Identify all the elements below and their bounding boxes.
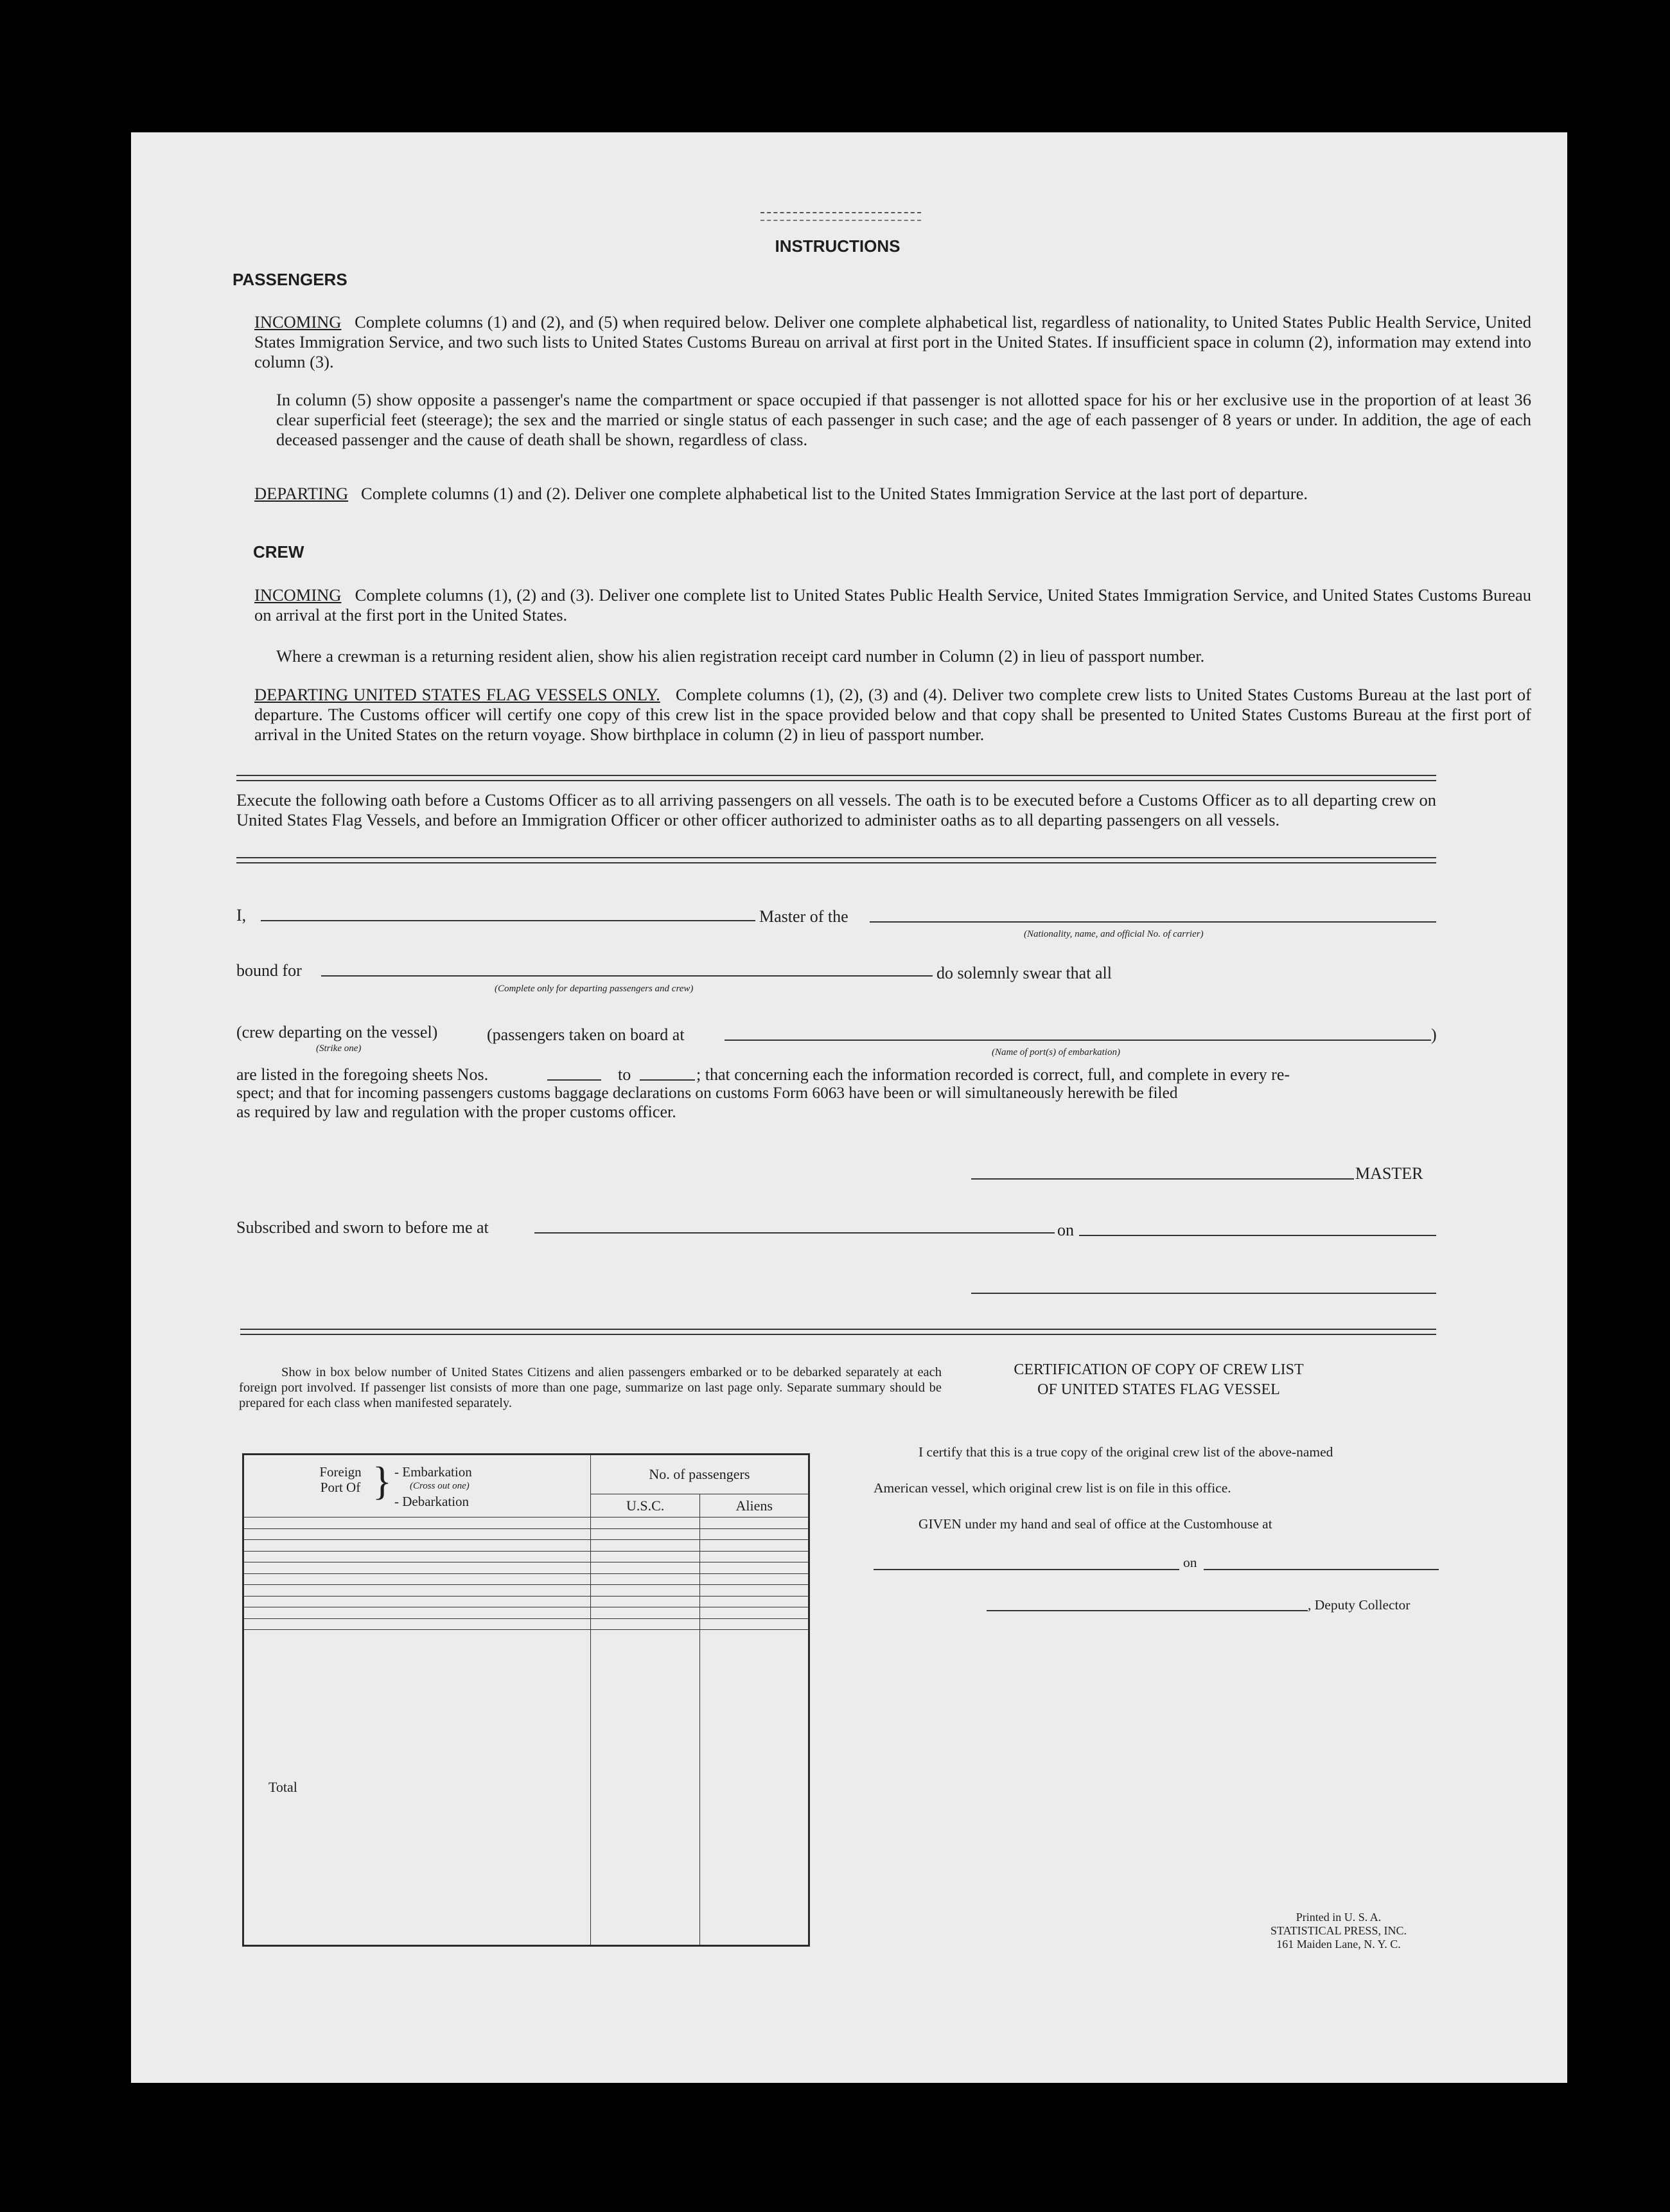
aliens-cell[interactable] bbox=[700, 1585, 809, 1597]
master-label: MASTER bbox=[1355, 1164, 1423, 1183]
table-row bbox=[243, 1596, 809, 1607]
certification-on-label: on bbox=[1183, 1555, 1197, 1570]
master-name-field[interactable] bbox=[261, 920, 755, 921]
table-row bbox=[243, 1562, 809, 1574]
aliens-cell[interactable] bbox=[700, 1551, 809, 1562]
printer-line-1: Printed in U. S. A. bbox=[1296, 1911, 1382, 1924]
embarkation-port-field[interactable] bbox=[725, 1040, 1431, 1041]
usc-header: U.S.C. bbox=[590, 1494, 700, 1517]
table-row bbox=[243, 1517, 809, 1529]
certification-line-3: GIVEN under my hand and seal of office at the Customhouse at bbox=[919, 1516, 1272, 1532]
table-row bbox=[243, 1573, 809, 1585]
usc-cell[interactable] bbox=[590, 1596, 700, 1607]
header-smudge bbox=[760, 212, 921, 221]
port-cell[interactable] bbox=[243, 1618, 591, 1630]
table-row bbox=[243, 1607, 809, 1619]
port-cell[interactable] bbox=[243, 1585, 591, 1597]
to-label: to bbox=[618, 1065, 631, 1084]
customhouse-place-field[interactable] bbox=[874, 1569, 1179, 1570]
nationality-caption: (Nationality, name, and official No. of carrier) bbox=[1024, 929, 1204, 939]
port-cell[interactable] bbox=[243, 1562, 591, 1574]
table-row bbox=[243, 1528, 809, 1540]
port-cell[interactable] bbox=[243, 1528, 591, 1540]
aliens-cell[interactable] bbox=[700, 1528, 809, 1540]
passengers-departing-label: DEPARTING bbox=[254, 484, 349, 503]
sheet-from-field[interactable] bbox=[547, 1079, 601, 1081]
no-of-passengers-header: No. of passengers bbox=[590, 1455, 809, 1494]
aliens-cell[interactable] bbox=[700, 1517, 809, 1529]
crew-crewman-paragraph: Where a crewman is a returning resident alien, show his alien registration receipt card number in Column (2) in lieu of passport number. bbox=[276, 646, 1205, 666]
master-of-the-label: Master of the bbox=[759, 907, 848, 926]
crew-departing-label: DEPARTING UNITED STATES FLAG VESSELS ONLY. bbox=[254, 685, 660, 704]
cross-out-caption: (Cross out one) bbox=[410, 1481, 470, 1491]
usc-cell[interactable] bbox=[590, 1607, 700, 1619]
port-cell[interactable] bbox=[243, 1573, 591, 1585]
port-cell[interactable] bbox=[243, 1517, 591, 1529]
port-header-cell bbox=[243, 1455, 591, 1517]
embarkation-option[interactable]: - Embarkation bbox=[394, 1464, 472, 1480]
deputy-signature-field[interactable] bbox=[987, 1610, 1308, 1611]
port-cell[interactable] bbox=[243, 1540, 591, 1552]
passengers-heading: PASSENGERS bbox=[233, 270, 347, 289]
strike-one-caption: (Strike one) bbox=[316, 1043, 362, 1054]
table-row bbox=[243, 1551, 809, 1562]
total-aliens-cell[interactable] bbox=[700, 1630, 809, 1946]
passengers-taken-option[interactable]: (passengers taken on board at bbox=[487, 1025, 685, 1044]
solemnly-swear-label: do solemnly swear that all bbox=[936, 964, 1112, 982]
aliens-cell[interactable] bbox=[700, 1596, 809, 1607]
usc-cell[interactable] bbox=[590, 1540, 700, 1552]
aliens-cell[interactable] bbox=[700, 1618, 809, 1630]
aliens-cell[interactable] bbox=[700, 1562, 809, 1574]
carrier-field[interactable] bbox=[870, 921, 1436, 923]
printer-imprint bbox=[1242, 1911, 1435, 1951]
divider-oath bbox=[236, 857, 1436, 863]
complete-only-caption: (Complete only for departing passengers and crew) bbox=[495, 984, 694, 994]
usc-cell[interactable] bbox=[590, 1573, 700, 1585]
foreign-port-of: Foreign Port Of bbox=[319, 1464, 362, 1495]
officer-signature-field[interactable] bbox=[971, 1293, 1436, 1294]
crew-departing-text: Complete columns (1), (2), (3) and (4). Deliver two complete crew lists to United States Customs Bureau at the last port of departure. The Customs officer will certify one copy of this crew list in the space provided below and that copy shall be presented to United States Customs Bureau at the first port of arrival in the United States on the return voyage. Show birthplace in column (2) in lieu of passport number. bbox=[254, 685, 1531, 744]
passengers-departing-paragraph bbox=[254, 484, 1531, 504]
passengers-incoming-label: INCOMING bbox=[254, 312, 342, 332]
bound-for-field[interactable] bbox=[321, 975, 933, 977]
page-title: INSTRUCTIONS bbox=[775, 236, 901, 256]
port-cell[interactable] bbox=[243, 1596, 591, 1607]
aliens-header: Aliens bbox=[700, 1494, 809, 1517]
bound-for-label: bound for bbox=[236, 961, 302, 980]
are-listed-label: are listed in the foregoing sheets Nos. bbox=[236, 1065, 489, 1084]
crew-departing-paragraph bbox=[254, 685, 1531, 745]
table-row bbox=[243, 1540, 809, 1552]
subscribed-label: Subscribed and sworn to before me at bbox=[236, 1218, 489, 1237]
usc-cell[interactable] bbox=[590, 1528, 700, 1540]
usc-cell[interactable] bbox=[590, 1517, 700, 1529]
sheet-to-field[interactable] bbox=[640, 1079, 695, 1081]
aliens-cell[interactable] bbox=[700, 1607, 809, 1619]
total-usc-cell[interactable] bbox=[590, 1630, 700, 1946]
ports-caption: (Name of port(s) of embarkation) bbox=[992, 1047, 1120, 1057]
certification-title-1: CERTIFICATION OF COPY OF CREW LIST bbox=[1014, 1361, 1304, 1378]
passengers-departing-text: Complete columns (1) and (2). Deliver one complete alphabetical list to the United States Immigration Service at the last port of departure. bbox=[361, 484, 1308, 503]
oath-body-2: spect; and that for incoming passengers customs baggage declarations on customs Form 6063 have been or will simultaneously herewith be filed bbox=[236, 1084, 1178, 1102]
port-cell[interactable] bbox=[243, 1551, 591, 1562]
port-cell[interactable] bbox=[243, 1607, 591, 1619]
summary-instructions: Show in box below number of United States Citizens and alien passengers embarked or to be debarked separately at each foreign port involved. If passenger list consists of more than one page, summarize on last page only. Separate summary should be prepared for each class when manifested separately. bbox=[239, 1365, 942, 1410]
certification-line-1: I certify that this is a true copy of the original crew list of the above-named bbox=[919, 1444, 1333, 1460]
table-row bbox=[243, 1618, 809, 1630]
summary-header-row bbox=[243, 1455, 809, 1494]
divider-top bbox=[236, 775, 1436, 781]
printer-line-2: STATISTICAL PRESS, INC. bbox=[1270, 1924, 1407, 1937]
brace-icon: } bbox=[373, 1460, 392, 1503]
printer-line-3: 161 Maiden Lane, N. Y. C. bbox=[1276, 1938, 1401, 1951]
sworn-date-field[interactable] bbox=[1079, 1235, 1436, 1236]
usc-cell[interactable] bbox=[590, 1562, 700, 1574]
close-paren: ) bbox=[1431, 1025, 1437, 1044]
debarkation-option[interactable]: - Debarkation bbox=[394, 1494, 470, 1509]
aliens-cell[interactable] bbox=[700, 1540, 809, 1552]
crew-incoming-paragraph bbox=[254, 585, 1531, 625]
customhouse-date-field[interactable] bbox=[1204, 1569, 1439, 1570]
total-row bbox=[243, 1630, 809, 1946]
total-label: Total bbox=[243, 1630, 591, 1946]
master-signature-field[interactable] bbox=[971, 1178, 1354, 1180]
sworn-on-label: on bbox=[1057, 1221, 1074, 1239]
usc-cell[interactable] bbox=[590, 1551, 700, 1562]
passenger-summary-table bbox=[242, 1453, 810, 1947]
passengers-column5-paragraph: In column (5) show opposite a passenger's name the compartment or space occupied if that passenger is not allotted space for his or her exclusive use in the proportion of at least 36 clear superficial feet (steerage); the sex and the married or single status of each passenger in such case; and the age of each passenger of 8 years or under. In addition, the age of each deceased passenger and the cause of death shall be shown, regardless of class. bbox=[276, 390, 1531, 449]
usc-cell[interactable] bbox=[590, 1618, 700, 1630]
crew-incoming-text: Complete columns (1), (2) and (3). Deliver one complete list to United States Public Health Service, United States Immigration Service, and United States Customs Bureau on arrival at the first port in the United States. bbox=[254, 585, 1532, 624]
crew-departing-option[interactable]: (crew departing on the vessel) bbox=[236, 1023, 438, 1041]
oath-i-label: I, bbox=[236, 906, 247, 925]
oath-body-3: as required by law and regulation with the proper customs officer. bbox=[236, 1102, 676, 1121]
usc-cell[interactable] bbox=[590, 1585, 700, 1597]
crew-heading: CREW bbox=[253, 542, 304, 562]
table-row bbox=[243, 1585, 809, 1597]
oath-intro: Execute the following oath before a Customs Officer as to all arriving passengers on all vessels. The oath is to be executed before a Customs Officer as to all departing crew on United States Flag Vessels, and before an Immigration Officer or other officer authorized to administer oaths as to all departing passengers on all vessels. bbox=[236, 790, 1436, 829]
sworn-place-field[interactable] bbox=[534, 1232, 1055, 1234]
passengers-incoming-text: Complete columns (1) and (2), and (5) when required below. Deliver one complete alphabetical list, regardless of nationality, to United States Public Health Service, United States Immigration Service, and two such lists to United States Customs Bureau on arrival at first port in the United States. If insufficient space in column (2), information may extend into column (3). bbox=[254, 312, 1532, 371]
certification-line-2: American vessel, which original crew list is on file in this office. bbox=[874, 1480, 1231, 1496]
passengers-incoming-paragraph bbox=[254, 312, 1531, 372]
deputy-collector-label: , Deputy Collector bbox=[1308, 1597, 1411, 1613]
oath-body-1: ; that concerning each the information recorded is correct, full, and complete in every re- bbox=[696, 1065, 1290, 1084]
divider-bottom bbox=[240, 1329, 1436, 1335]
aliens-cell[interactable] bbox=[700, 1573, 809, 1585]
certification-title-2: OF UNITED STATES FLAG VESSEL bbox=[1037, 1381, 1280, 1398]
crew-incoming-label: INCOMING bbox=[254, 585, 342, 605]
